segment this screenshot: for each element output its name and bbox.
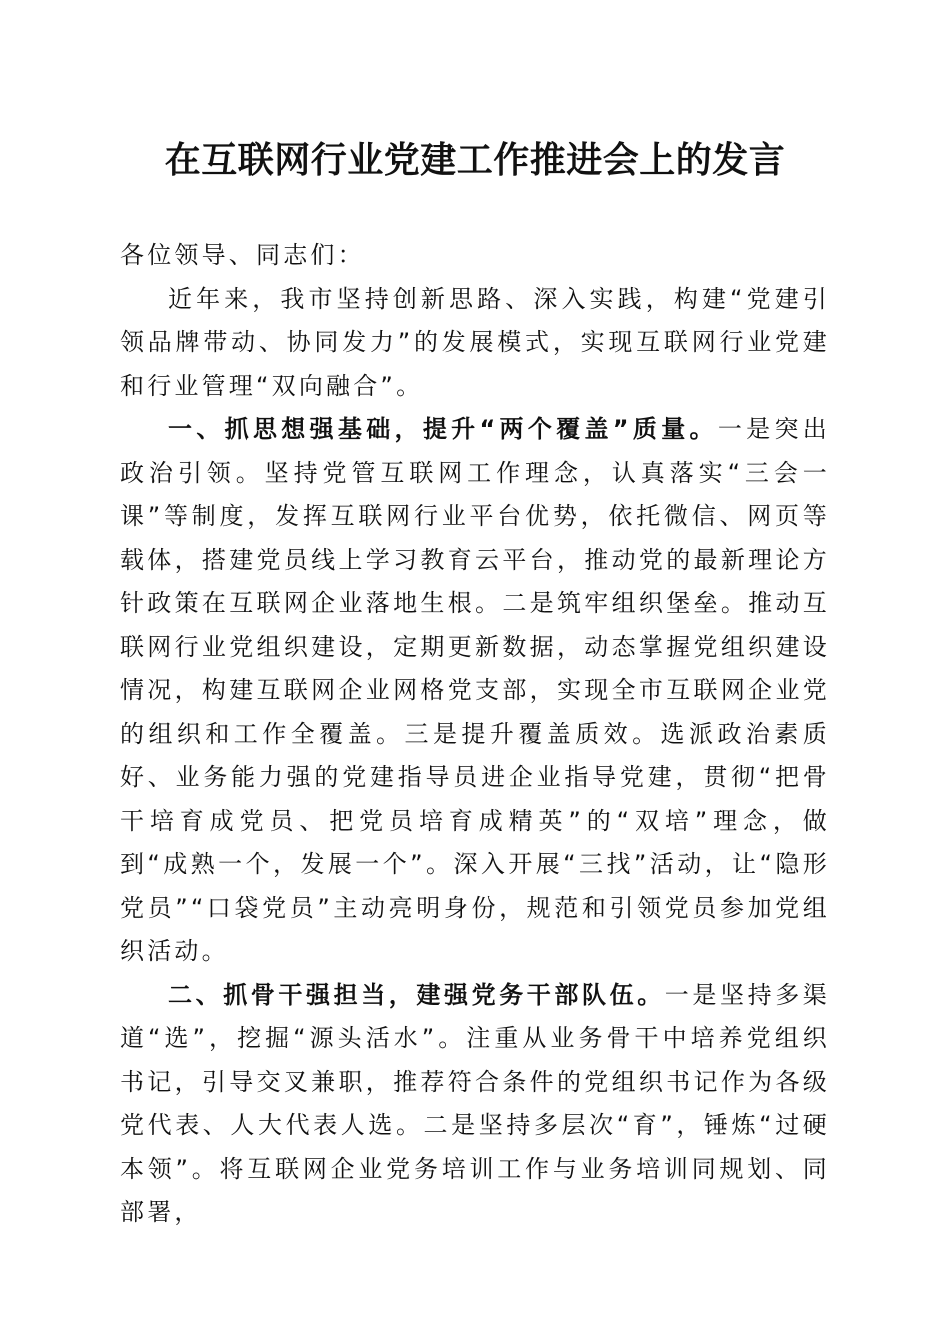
section-1-heading: 一、抓思想强基础，提升“两个覆盖”质量。 <box>168 415 718 443</box>
section-2-text: 一是坚持多渠道“选”，挖掘“源头活水”。注重从业务骨干中培养党组织书记，引导交叉兼职，推荐符合条件的党组织书记作为各级党代表、人大代表人选。二是坚持多层次“育”，锤炼“过硬本领”。将互联网企业党务培训工作与业务培训同规划、同部署， <box>120 980 830 1226</box>
section-1-text: 一是突出政治引领。坚持党管互联网工作理念，认真落实“三会一课”等制度，发挥互联网行业平台优势，依托微信、网页等载体，搭建党员线上学习教育云平台，推动党的最新理论方针政策在互联网企业落地生根。二是筑牢组织堡垒。推动互联网行业党组织建设，定期更新数据，动态掌握党组织建设情况，构建互联网企业网格党支部，实现全市互联网企业党的组织和工作全覆盖。三是提升覆盖质效。选派政治素质好、业务能力强的党建指导员进企业指导党建，贯彻“把骨干培育成党员、把党员培育成精英”的“双培”理念，做到“成熟一个，发展一个”。深入开展“三找”活动，让“隐形党员”“口袋党员”主动亮明身份，规范和引领党员参加党组织活动。 <box>120 415 830 965</box>
section-2-heading: 二、抓骨干强担当，建强党务干部队伍。 <box>168 980 665 1009</box>
section-1-paragraph <box>120 408 830 974</box>
document-title: 在互联网行业党建工作推进会上的发言 <box>164 139 786 181</box>
section-2-paragraph <box>120 974 830 1235</box>
salutation: 各位领导、同志们： <box>120 241 365 269</box>
intro-paragraph: 近年来，我市坚持创新思路、深入实践，构建“党建引领品牌带动、协同发力”的发展模式，实现互联网行业党建和行业管理“双向融合”。 <box>120 284 830 400</box>
document-body <box>120 234 830 1235</box>
